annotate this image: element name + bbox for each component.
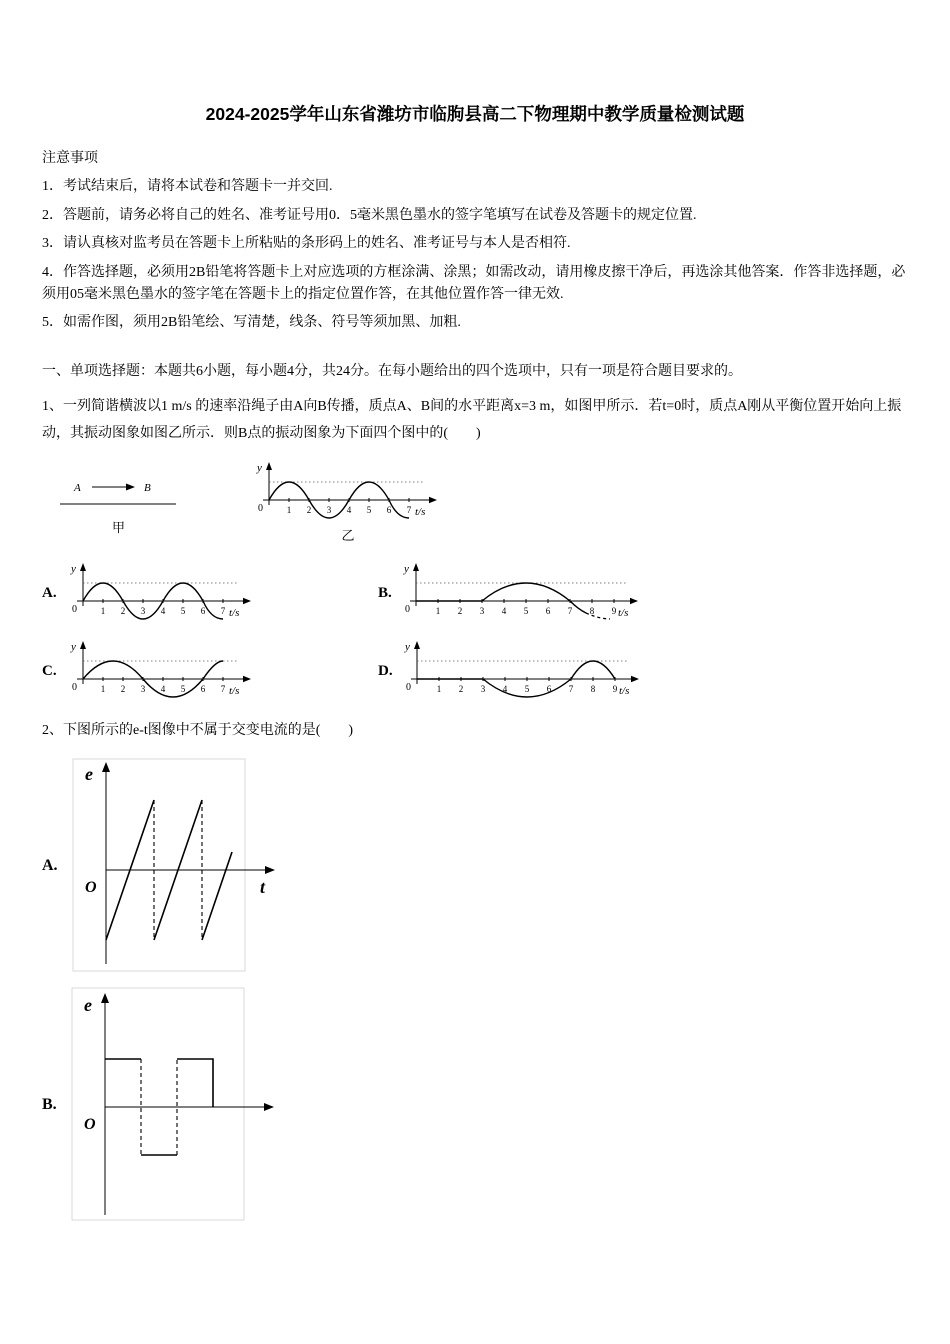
tick-label: 3 <box>140 605 145 616</box>
tick-label: 6 <box>545 605 551 616</box>
option-d <box>378 639 645 703</box>
tick-label: 9 <box>612 683 617 694</box>
y-axis-label: y <box>257 461 262 474</box>
notice-item-5: 5．如需作图，须用2B铅笔绘、写清楚，线条、符号等须加黑、加粗. <box>42 315 461 331</box>
tick-labels <box>100 684 225 694</box>
tick-label: 9 <box>611 605 617 616</box>
tick-label: 3 <box>479 605 485 616</box>
q2-figure-a <box>42 758 908 973</box>
option-d-graph <box>403 639 645 703</box>
time-axis-label: t <box>259 876 265 897</box>
option-b <box>378 561 644 625</box>
notice-item-2: 2．答题前，请务必将自己的姓名、准考证号用0．5毫米黑色墨水的签字笔填写在试卷及答题卡的规定位置. <box>42 207 697 223</box>
tick-label: 1 <box>100 683 105 694</box>
tick-label: 1 <box>436 683 441 694</box>
page-title: 2024-2025学年山东省潍坊市临朐县高二下物理期中教学质量检测试题 <box>205 104 745 124</box>
axes <box>102 762 275 964</box>
section-1-heading: 一、单项选择题：本题共6小题，每小题4分，共24分。在每小题给出的四个选项中，只有一项是符合题目要求的。 <box>42 363 742 379</box>
option-a <box>42 561 378 625</box>
fig-jia-caption: 甲 <box>111 519 125 535</box>
fig-jia-diagram <box>56 476 181 516</box>
tick-label: 5 <box>524 683 529 694</box>
fig-yi <box>253 460 443 547</box>
tick-label: 2 <box>120 605 125 616</box>
notice-section <box>42 148 908 335</box>
tick-labels <box>436 684 617 694</box>
option-c-label: C. <box>42 662 57 679</box>
origin-label: 0 <box>405 681 411 693</box>
y-axis-label: y <box>70 640 76 653</box>
q2-option-a-label: A. <box>42 856 58 874</box>
tick-label: 5 <box>366 504 372 515</box>
axes <box>410 563 638 606</box>
tick-label: 4 <box>160 683 165 694</box>
option-c-graph <box>67 639 257 703</box>
q1-options-row-1 <box>42 561 908 625</box>
fig-yi-graph <box>253 460 443 524</box>
tick-label: 2 <box>458 683 463 694</box>
fig-jia <box>56 476 181 539</box>
axes <box>411 641 639 684</box>
point-a-label: A <box>74 481 81 494</box>
tick-label: 4 <box>501 605 507 616</box>
origin-label: O <box>84 878 97 896</box>
emf-axis-label: e <box>83 994 92 1015</box>
q2-graph-a <box>72 758 297 973</box>
figure-border <box>73 759 245 971</box>
tick-label: 1 <box>286 504 292 515</box>
question-1-text: 1、一列简谐横波以1 m/s 的速率沿绳子由A向B传播，质点A、B间的水平距离x=3 m，如图甲所示．若t=0时，质点A刚从平衡位置开始向上振动，其振动图象如图乙所示．则B点的振动图象为下面四个图中的( ) <box>42 399 902 442</box>
q1-stem-figures <box>56 460 908 547</box>
tick-label: 2 <box>457 605 463 616</box>
y-axis-label: y <box>70 562 76 575</box>
option-a-graph <box>67 561 257 625</box>
tick-label: 4 <box>346 504 352 515</box>
tick-label: 2 <box>120 683 125 694</box>
tick-label: 6 <box>546 683 551 694</box>
tick-label: 5 <box>180 683 185 694</box>
tick-label: 1 <box>100 605 105 616</box>
fig-yi-caption: 乙 <box>341 527 355 543</box>
origin-label: 0 <box>71 681 77 693</box>
tick-label: 6 <box>386 504 392 515</box>
q2-graph-b <box>71 987 296 1222</box>
notice-item-1: 1．考试结束后，请将本试卷和答题卡一并交回. <box>42 179 333 195</box>
tick-label: 6 <box>200 683 205 694</box>
origin-label: O <box>83 1115 96 1133</box>
y-axis-label: y <box>404 640 410 653</box>
propagation-arrow <box>92 483 135 490</box>
option-b-graph <box>402 561 644 625</box>
t-axis-label: t/s <box>228 684 239 697</box>
tick-label: 5 <box>523 605 529 616</box>
tick-label: 3 <box>326 504 332 515</box>
t-axis-label: t/s <box>618 684 629 697</box>
question-2-text: 2、下图所示的e-t图像中不属于交变电流的是( ) <box>42 722 354 738</box>
tick-label: 3 <box>480 683 485 694</box>
option-a-label: A. <box>42 584 57 601</box>
t-axis-label: t/s <box>415 505 426 518</box>
option-b-label: B. <box>378 584 392 601</box>
tick-label: 7 <box>406 504 412 515</box>
figure-border <box>72 988 244 1220</box>
q2-figure-b <box>42 987 908 1222</box>
point-b-label: B <box>144 481 151 494</box>
axes <box>101 993 274 1215</box>
tick-label: 4 <box>160 605 165 616</box>
tick-label: 2 <box>306 504 312 515</box>
tick-label: 7 <box>220 683 225 694</box>
y-axis-label: y <box>403 562 409 575</box>
tick-label: 5 <box>180 605 185 616</box>
tick-label: 8 <box>589 605 595 616</box>
tick-label: 7 <box>568 683 573 694</box>
tick-label: 7 <box>220 605 225 616</box>
emf-axis-label: e <box>84 763 93 784</box>
tick-label: 8 <box>590 683 595 694</box>
tick-label: 4 <box>502 683 507 694</box>
tick-labels <box>436 606 617 616</box>
option-c <box>42 639 378 703</box>
origin-label: 0 <box>404 603 410 615</box>
origin-label: 0 <box>71 603 77 615</box>
option-d-label: D. <box>378 662 393 679</box>
tick-label: 1 <box>435 605 441 616</box>
q1-options-row-2 <box>42 639 908 703</box>
t-axis-label: t/s <box>617 606 629 619</box>
t-axis-label: t/s <box>228 606 239 619</box>
notice-item-4: 4．作答选择题，必须用2B铅笔将答题卡上对应选项的方框涂满、涂黑；如需改动，请用橡皮擦干净后，再选涂其他答案．作答非选择题，必须用05毫米黑色墨水的签字笔在答题卡上的指定位置作答，在其他位置作答一律无效. <box>42 264 906 302</box>
tick-label: 3 <box>140 683 145 694</box>
tick-label: 6 <box>200 605 205 616</box>
tick-label: 7 <box>567 605 573 616</box>
notice-heading: 注意事项 <box>42 151 98 166</box>
q2-option-b-label: B. <box>42 1095 57 1113</box>
notice-item-3: 3．请认真核对监考员在答题卡上所粘贴的条形码上的姓名、准考证号与本人是否相符. <box>42 236 571 252</box>
origin-label: 0 <box>258 502 263 514</box>
